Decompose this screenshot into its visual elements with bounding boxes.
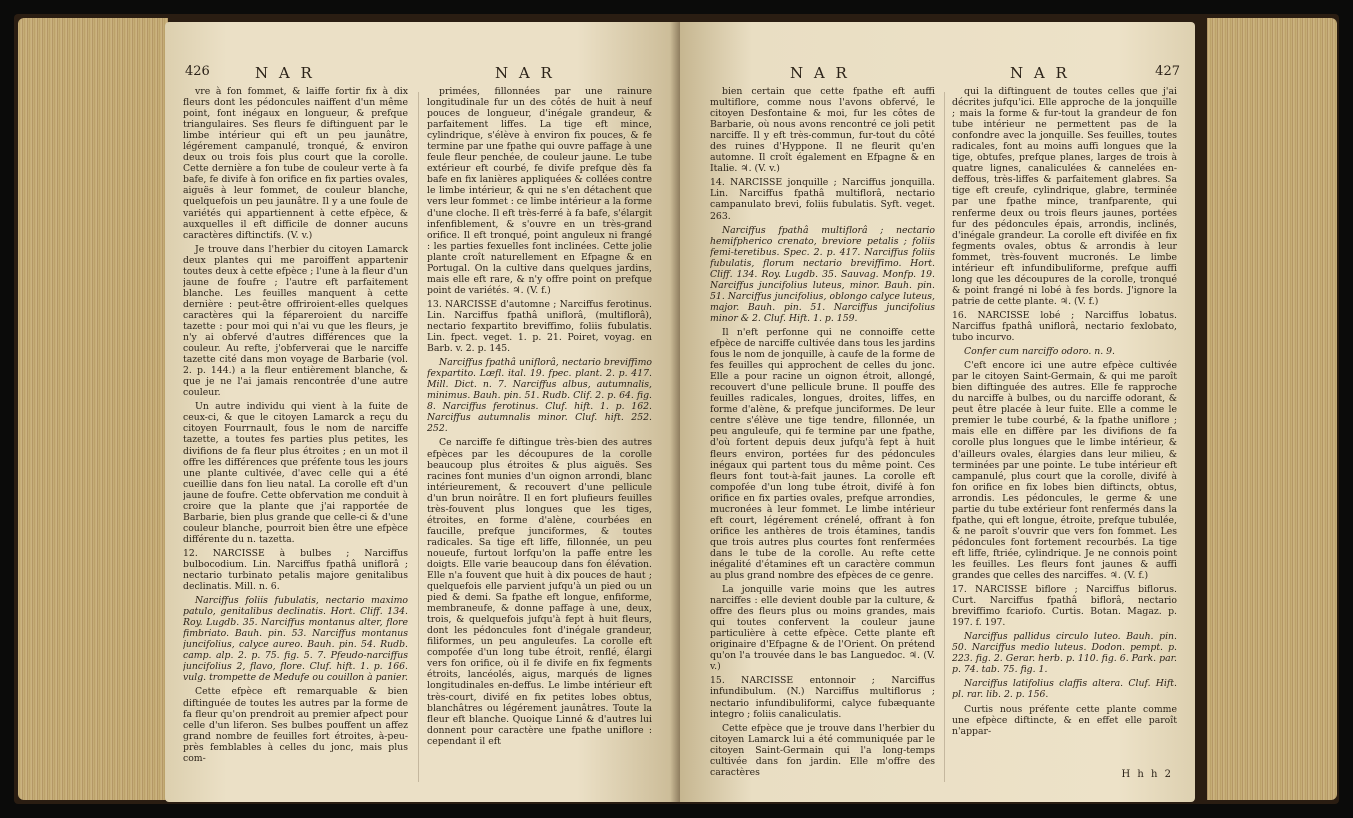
paragraph: C'eft encore ici une autre efpèce cultivée par le citoyen Saint-Germain, & qui me paroît bien diftinguée des autres. Elle fe rapproche du narciffe à bulbes, ou du narciffe odorant, & peut être placée à leur fuite. Elle a comme le premier le tube courbé, & la fpathe uniflore ; mais elle en diffère par les divifions de fa corolle plus longues que le limbe intérieur, & d'ailleurs ovales, élargies dans leur milieu, & terminées par une pointe. Le tube intérieur eft campanulé, plus court que la corolle, divifé à fon orifice en fix lobes bien diftincts, obtus, arrondis. Les pédoncules, le germe & une partie du tube extérieur font renfermés dans la fpathe, qui eft longue, étroite, prefque tubulée, & ne paroît s'ouvrir que vers fon fommet. Les pédoncules font fortement recourbés. La tige eft liffe, ftriée, cylindrique. Je ne connois point les feuilles. Les fleurs font jaunes & auffi grandes que celles des narciffes. ♃. (V. f.) <box>952 360 1177 582</box>
page-edges-right <box>1207 18 1337 800</box>
paragraph: Un autre individu qui vient à la fuite de ceux-ci, & que le citoyen Lamarck a reçu du citoyen Fourrnault, fous le nom de narciffe tazette, a toutes fes parties plus petites, les divifions de fa fleur plus étroites ; en un mot il offre les différences que préfente tous les jours une plante cultivée, d'avec celle qui a été cueillie dans fon lieu natal. La corolle eft d'un jaune de foufre. Cette obfervation me conduit à croire que la plante que j'ai rapportée de Barbarie, bien plus grande que celle-ci & d'une couleur blanche, pourroit bien être une efpèce différente du n. tazetta. <box>183 401 408 545</box>
paragraph: primées, fillonnées par une rainure longitudinale fur un des côtés de huit à neuf pouces de longueur, d'inégale grandeur, & parfaitement liffes. La tige eft mince, cylindrique, s'élève à environ fix pouces, & fe termine par une fpathe qui ouvre paffage à une feule fleur penchée, de couleur jaune. Le tube extérieur eft courbé, fe divife prefque dès fa bafe en fix lanières appliquées & collées contre le limbe intérieur, & qui ne s'en détachent que vers leur fommet : ce limbe intérieur a la forme d'une cloche. Il eft très-ferré à fa bafe, s'élargit infenfiblement, & s'ouvre en un très-grand orifice. Il eft tronqué, point anguleux ni frangé : les parties fexuelles font inclinées. Cette jolie plante croît naturellement en Efpagne & en Portugal. On la cultive dans quelques jardins, mais elle eft rare, & n'y offre point on prefque point de variétés. ♃. (V. f.) <box>427 86 652 296</box>
paragraph: bien certain que cette fpathe eft auffi multiflore, comme nous l'avons obfervé, le citoyen Desfontaine & moi, fur les côtes de Barbarie, où nous avons rencontré ce joli petit narciffe. Il y eft très-commun, fur-tout du côté des ruines d'Hyppone. Il ne fleurit qu'en automne. Il croît également en Efpagne & en Italie. ♃. (V. v.) <box>710 86 935 175</box>
species-entry: 12. NARCISSE à bulbes ; Narciffus bulbocodium. Lin. Narciffus fpathâ uniflorâ ; nectario turbinato petalis majore genitalibus declinatis. Mill. n. 6. <box>183 547 408 593</box>
reference-block: Narciffus pallidus circulo luteo. Bauh. pin. 50. Narciffus medio luteus. Dodon. pempt. p. 223. fig. 2. Gerar. herb. p. 110. fig. 6. Park. par. p. 74. tab. 75. fig. 1. <box>952 631 1177 676</box>
species-entry: 17. NARCISSE biflore ; Narciffus biflorus. Curt. Narciffus fpathâ biflorâ, nectario breviffimo fcariofo. Curtis. Botan. Magaz. p. 197. f. 197. <box>952 584 1177 629</box>
species-entry: 15. NARCISSE entonnoir ; Narciffus infundibulum. (N.) Narciffus multiflorus ; nectario infundibuliformi, calyce fubæquante integro ; foliis canaliculatis. <box>710 675 935 720</box>
paragraph: Ce narciffe fe diftingue très-bien des autres efpèces par les découpures de la corolle beaucoup plus étroites & plus aiguës. Ses racines font munies d'un oignon arrondi, blanc intérieurement, & recouvert d'une pellicule d'un brun noirâtre. Il en fort plufieurs feuilles très-fouvent plus longues que les tiges, étroites, en forme d'alène, courbées en faucille, prefque junciformes, & toutes radicales. Sa tige eft liffe, fillonnée, un peu noueufe, furtout lorfqu'on la paffe entre les doigts. Elle varie beaucoup dans fon élévation. Elle n'a fouvent que huit à dix pouces de haut ; quelquefois elle parvient jufqu'à un pied ou un pied & demi. Sa fpathe eft longue, enfiforme, membraneufe, & donne paffage à une, deux, trois, & quelquefois jufqu'à fept à huit fleurs, dont les pédoncules font d'inégale grandeur, filiformes, un peu anguleufes. La corolle eft compofée d'un long tube étroit, renflé, élargi vers fon orifice, où il fe divife en fix fegments étroits, lancéolés, aigus, marqués de lignes longitudinales en-deffus. Le limbe intérieur eft très-court, divifé en fix petites lobes obtus, blanchâtres ou légérement jaunâtres. Toute la fleur eft blanche. Quoique Linné & d'autres lui donnent pour caractère une fpathe uniflore : cependant il eft <box>427 437 652 747</box>
paragraph: qui la diftinguent de toutes celles que j'ai décrites jufqu'ici. Elle approche de la jonquille ; mais la forme & fur-tout la grandeur de fon tube intérieur ne permettent pas de la confondre avec la jonquille. Ses feuilles, toutes radicales, font au moins auffi longues que la tige, obtufes, prefque planes, larges de trois à quatre lignes, canaliculées & cannelées en-deffous, très-liffes & parfaitement glabres. Sa tige eft creufe, cylindrique, glabre, terminée par une fpathe mince, tranfparente, qui renferme deux ou trois fleurs jaunes, portées fur des pédoncules épais, arrondis, inclinés, d'inégale grandeur. La corolle eft divifée en fix fegments ovales, obtus & arrondis à leur fommet, très-fouvent mucronés. Le limbe intérieur eft infundibuliforme, prefque auffi long que les découpures de la corolle, tronqué & point frangé ni lobé à fes bords. J'ignore la patrie de cette plante. ♃. (V. f.) <box>952 86 1177 307</box>
reference-block: Narciffus fpathâ uniflorâ, nectario breviffimo fexpartito. Lœfl. ital. 19. fpec. plant. 2. p. 417. Mill. Dict. n. 7. Narciffus albus, autumnalis, minimus. Bauh. pin. 51. Rudb. Clif. 2. p. 64. fig. 8. Narciffus ferotinus. Cluf. hift. 1. p. 162. Narciffus autumnalis minor. Cluf. hift. 252. 252. <box>427 357 652 435</box>
column-divider <box>418 92 419 782</box>
running-head: N A R <box>1010 64 1070 82</box>
paragraph: Curtis nous préfente cette plante comme une efpèce diftincte, & en effet elle paroît n'appar- <box>952 703 1177 737</box>
species-entry: 13. NARCISSE d'automne ; Narciffus ferotinus. Lin. Narciffus fpathâ uniflorâ, (multiflorâ), nectario fexpartito breviffimo, foliis fubulatis. Lin. fpect. veget. 1. p. 21. Poiret, voyag. en Barb. v. 2. p. 145. <box>427 298 652 355</box>
column-divider <box>944 92 945 782</box>
right-page <box>680 22 1195 802</box>
reference-block: Narciffus foliis fubulatis, nectario maximo patulo, genitalibus declinatis. Hort. Cliff. 134. Roy. Lugdb. 35. Narciffus montanus alter, flore fimbriato. Bauh. pin. 53. Narciffus montanus juncifolius, calyce aureo. Bauh. pin. 54. Rudb. camp. alp. 2. p. 75. fig. 5. 7. Pfeudo-narciffus juncifolius 2, flavo, flore. Cluf. hift. 1. p. 166. vulg. trompette de Medufe ou couillon à panier. <box>183 595 408 684</box>
species-entry: 14. NARCISSE jonquille ; Narciffus jonquilla. Lin. Narciffus fpathâ multiflorâ, nectario campanulato brevi, foliis fubulatis. Syft. veget. 263. <box>710 177 935 222</box>
paragraph: La jonquille varie moins que les autres narciffes : elle devient double par la culture, & offre des fleurs plus ou moins grandes, mais qui toutes confervent la couleur jaune particulière à cette efpèce. Cette plante eft originaire d'Efpagne & de l'Orient. On prétend qu'on l'a trouvée dans le bas Languedoc. ♃. (V. v.) <box>710 584 935 673</box>
paragraph: Cette efpèce eft remarquable & bien diftinguée de toutes les autres par la forme de fa fleur qu'on prendroit au premier afpect pour celle d'un liferon. Ses bulbes pouffent un affez grand nombre de feuilles fort étroites, à-peu-près femblables à celles du jonc, mais plus com- <box>183 686 408 764</box>
text-column-1 <box>710 86 935 786</box>
page-number: 427 <box>1155 64 1180 79</box>
left-page <box>165 22 680 802</box>
left-page-header <box>185 64 655 86</box>
reference-block: Narciffus fpathâ multiflorâ ; nectario hemifpherico crenato, breviore petalis ; foliis femi-teretibus. Spec. 2. p. 417. Narciffus foliis fubulatis, florum nectario breviffimo. Hort. Cliff. 134. Roy. Lugdb. 35. Sauvag. Monfp. 19. Narciffus juncifolius luteus, minor. Bauh. pin. 51. Narciffus juncifolius, oblongo calyce luteus, major. Bauh. pin. 51. Narciffus juncifolius minor & 2. Cluf. Hift. 1. p. 159. <box>710 224 935 324</box>
paragraph: Cette efpèce que je trouve dans l'herbier du citoyen Lamarck lui a été communiquée par le citoyen Saint-Germain qui l'a long-temps cultivée dans fon jardin. Elle m'offre des caractères <box>710 722 935 778</box>
reference-block: Confer cum narciffo odoro. n. 9. <box>964 346 1116 358</box>
species-entry: 16. NARCISSE lobé ; Narciffus lobatus. Narciffus fpathâ uniflorâ, nectario fexlobato, tubo incurvo. <box>952 309 1177 344</box>
printer-signature: H h h 2 <box>1121 768 1173 780</box>
right-page-header <box>710 64 1180 86</box>
running-head: N A R <box>255 64 315 82</box>
page-edges-left <box>18 18 168 800</box>
paragraph: vre à fon fommet, & laiffe fortir fix à dix fleurs dont les pédoncules naiffent d'un même point, font inégaux en longueur, & prefque triangulaires. Ses fleurs fe diftinguent par le limbe intérieur qui eft un peu jaunâtre, légérement campanulé, tronqué, & environ deux ou trois fois plus court que la corolle. Cette dernière a fon tube de couleur verte à fa bafe, fe divife à fon orifice en fix parties ovales, aiguës à leur fommet, de couleur blanche, quelquefois un peu jaunâtre. Il y a une foule de variétés qui appartiennent à cette efpèce, & auxquelles il eft difficile de donner aucuns caractères diftinctifs. (V. v.) <box>183 86 408 241</box>
text-column-2 <box>952 86 1177 786</box>
reference-block: Narciffus latifolius claffis altera. Cluf. Hift. pl. rar. lib. 2. p. 156. <box>952 678 1177 701</box>
page-number: 426 <box>185 64 210 79</box>
running-head: N A R <box>790 64 850 82</box>
text-column-1 <box>183 86 408 786</box>
paragraph: Il n'eft perfonne qui ne connoiffe cette efpèce de narciffe cultivée dans tous les jardins fous le nom de jonquille, à caufe de la forme de fes feuilles qui approchent de celles du jonc. Elle a pour racine un oignon étroit, allongé, recouvert d'une pellicule brune. Il pouffe des feuilles radicales, longues, droites, liffes, en forme d'alène, & prefque junciformes. De leur centre s'élève une tige tendre, fillonnée, un peu anguleufe, qui fe termine par une fpathe, d'où fortent depuis deux jufqu'à fept à huit fleurs environ, portées fur des pédoncules inégaux qui partent tous du même point. Ces fleurs font tout-à-fait jaunes. La corolle eft compofée d'un long tube étroit, divifé à fon orifice en fix parties ovales, prefque arrondies, mucronées à leur fommet. Le limbe intérieur eft court, légérement crénelé, offrant à fon orifice les anthères de trois étamines, tandis que trois autres plus courtes font renfermées dans le tube de la corolle. Au refte cette inégalité d'étamines eft un caractère commun au plus grand nombre des efpèces de ce genre. <box>710 326 935 582</box>
paragraph: Je trouve dans l'herbier du citoyen Lamarck deux plantes qui me paroiffent appartenir toutes deux à cette efpèce ; l'une à la fleur d'un jaune de foufre ; l'autre eft parfaitement blanche. Les feuilles manquent à cette dernière : peut-être offriroient-elles quelques caractères qui la fépareroient du narciffe tazette : pour moi qui n'ai vu que les fleurs, je n'y ai obfervé d'autres différences que la couleur. Au refte, j'obferverai que le narciffe tazette cité dans mon voyage de Barbarie (vol. 2. p. 144.) a la fleur entièrement blanche, & que je ne l'ai jamais rencontrée d'une autre couleur. <box>183 243 408 399</box>
running-head: N A R <box>495 64 555 82</box>
text-column-2 <box>427 86 652 786</box>
